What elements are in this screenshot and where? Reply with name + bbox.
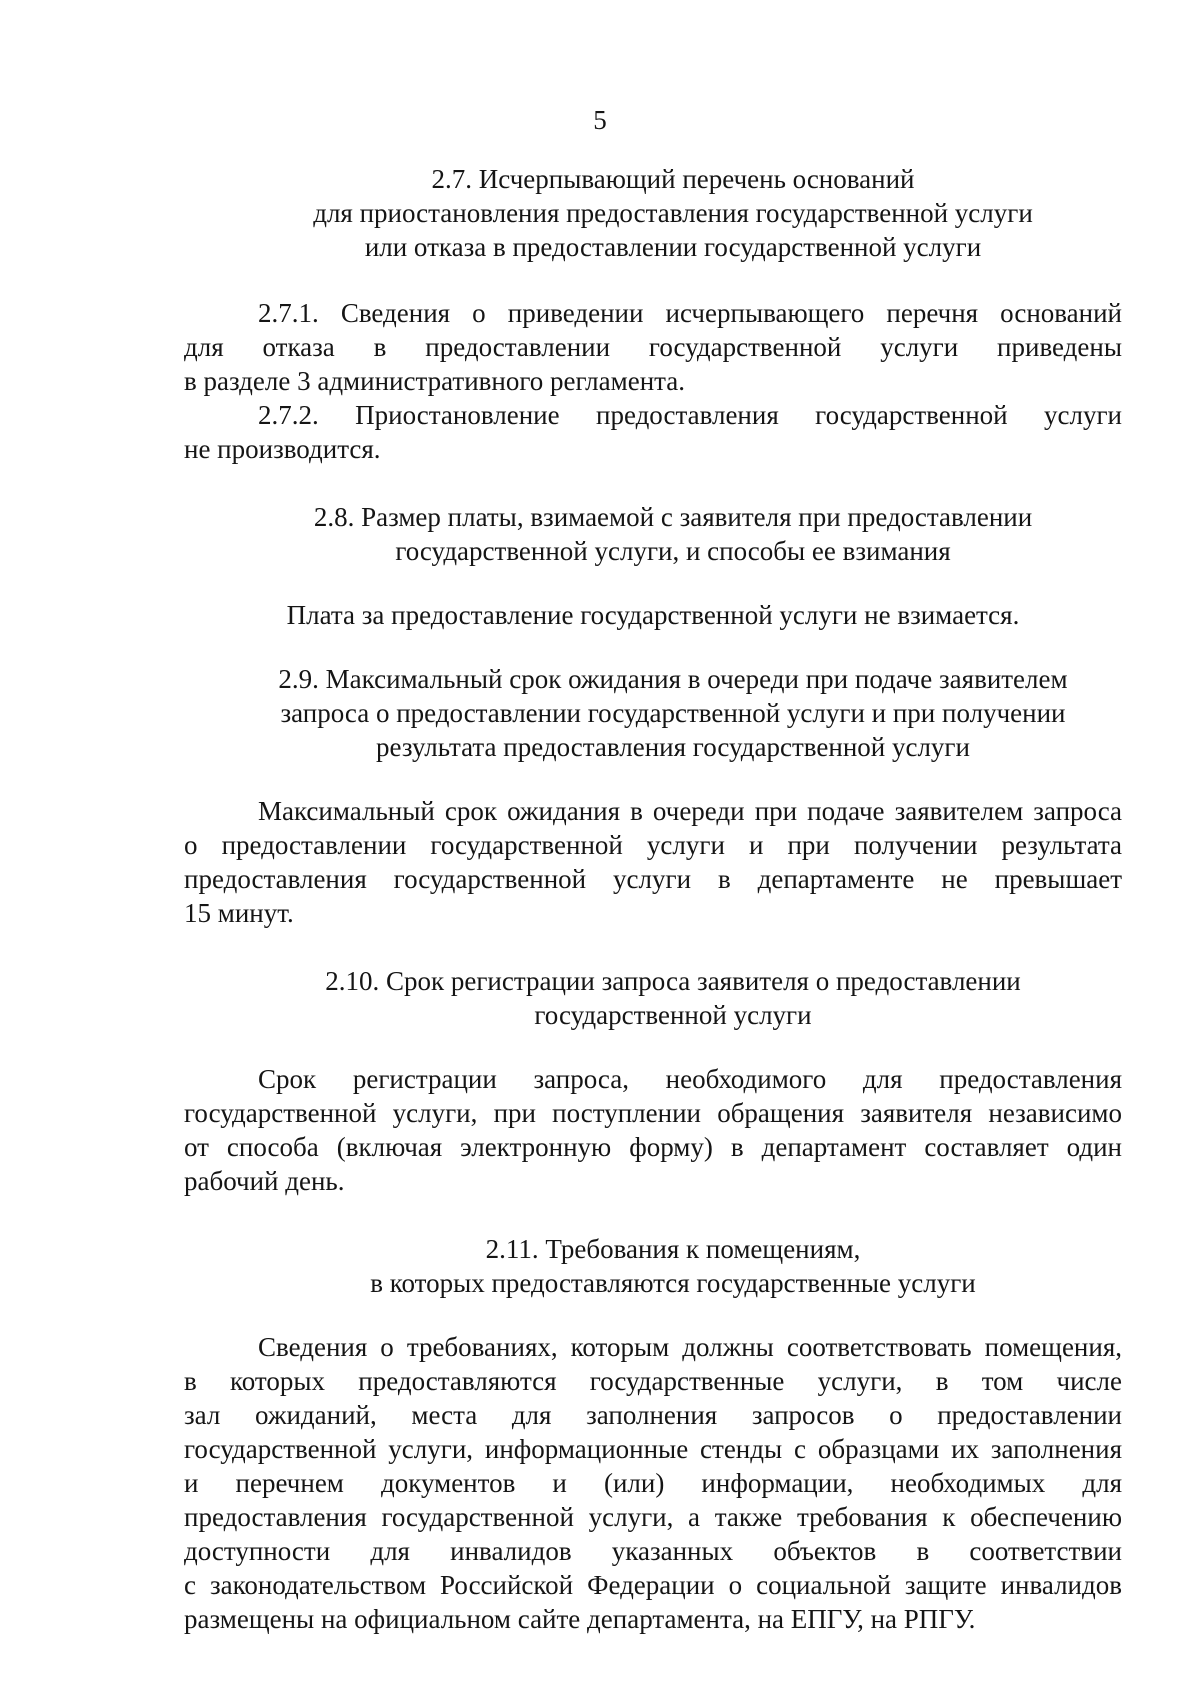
text-line: зал ожиданий, места для заполнения запросов о предоставлении [184,1400,1122,1430]
text-line: предоставления государственной услуги в департаменте не превышает [184,864,1122,894]
section-2-8-heading [184,500,1122,568]
text-line: 15 минут. [184,898,294,928]
text-line: и перечнем документов и (или) информации, необходимых для [184,1468,1122,1498]
text-line: размещены на официальном сайте департамента, на ЕПГУ, на РПГУ. [184,1604,976,1634]
text-line: Сведения о требованиях, которым должны соответствовать помещения, [258,1332,1122,1362]
heading-line: государственной услуги [534,1000,812,1030]
heading-line: 2.7. Исчерпывающий перечень оснований [431,164,915,194]
text-line: рабочий день. [184,1166,345,1196]
text-line: в которых предоставляются государственные услуги, в том числе [184,1366,1122,1396]
section-2-9-heading [184,662,1122,764]
heading-line: 2.8. Размер платы, взимаемой с заявителя при предоставлении [313,502,1033,532]
text-line: от способа (включая электронную форму) в департамент составляет один [184,1132,1122,1162]
heading-line: 2.9. Максимальный срок ожидания в очереди при подаче заявителем [278,664,1068,694]
text-line: Срок регистрации запроса, необходимого для предоставления [258,1064,1122,1094]
text-line: Максимальный срок ожидания в очереди при подаче заявителем запроса [258,796,1122,826]
text-line: государственной услуги, при поступлении обращения заявителя независимо [184,1098,1122,1128]
section-2-7-heading [184,162,1122,264]
text-line: с законодательством Российской Федерации о социальной защите инвалидов [184,1570,1122,1600]
paragraph-2-8: Плата за предоставление государственной услуги не взимается. [286,600,1020,630]
document-body [184,162,1122,1636]
heading-line: в которых предоставляются государственные услуги [370,1268,976,1298]
heading-line: 2.11. Требования к помещениям, [485,1234,861,1264]
heading-line: 2.10. Срок регистрации запроса заявителя о предоставлении [325,966,1021,996]
text-line: 2.7.2. Приостановление предоставления государственной услуги [258,400,1122,430]
section-2-11-heading [184,1232,1122,1300]
paragraph-2-7-2 [184,398,1122,466]
text-line: для отказа в предоставлении государственной услуги приведены [184,332,1122,362]
text-line: 2.7.1. Сведения о приведении исчерпывающего перечня оснований [258,298,1122,328]
heading-line: запроса о предоставлении государственной услуги и при получении [280,698,1066,728]
paragraph-2-7-1 [184,296,1122,398]
text-line: доступности для инвалидов указанных объектов в соответствии [184,1536,1122,1566]
heading-line: государственной услуги, и способы ее взимания [395,536,951,566]
heading-line: для приостановления предоставления государственной услуги [313,198,1033,228]
paragraph-2-11 [184,1330,1122,1636]
text-line: предоставления государственной услуги, а также требования к обеспечению [184,1502,1122,1532]
heading-line: или отказа в предоставлении государственной услуги [364,232,982,262]
text-line: в разделе 3 административного регламента. [184,366,686,396]
paragraph-2-9 [184,794,1122,930]
text-line: государственной услуги, информационные стенды с образцами их заполнения [184,1434,1122,1464]
paragraph-2-10 [184,1062,1122,1198]
heading-line: результата предоставления государственной услуги [376,732,970,762]
page-number: 5 [593,105,607,135]
text-line: о предоставлении государственной услуги и при получении результата [184,830,1122,860]
text-line: не производится. [184,434,381,464]
section-2-10-heading [184,964,1122,1032]
